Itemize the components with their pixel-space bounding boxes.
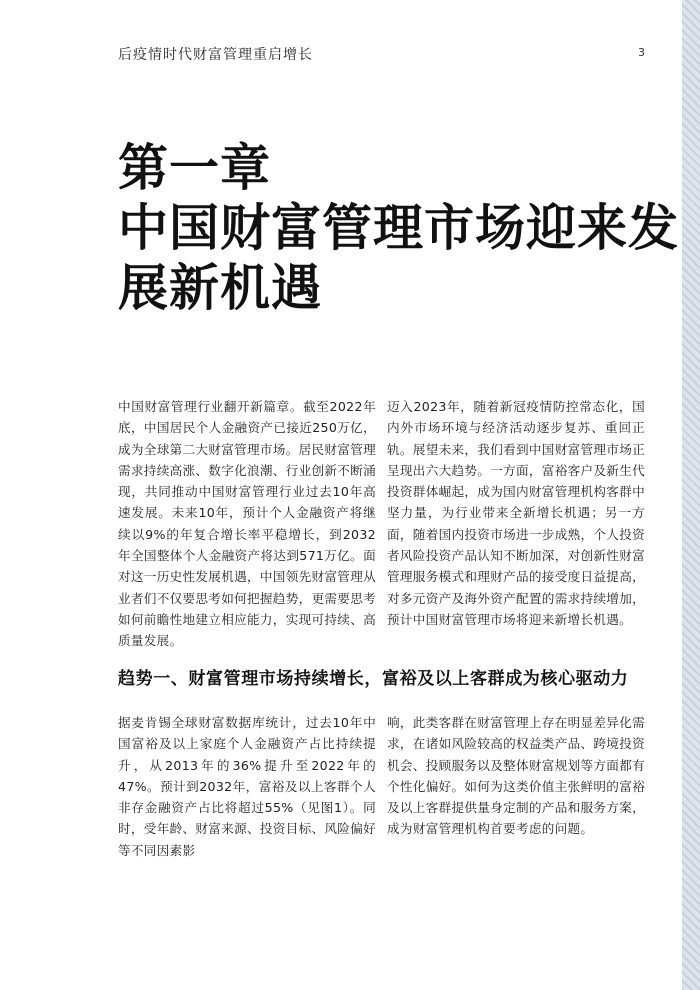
- chapter-title: [118, 138, 679, 318]
- intro-left-paragraph: 中国财富管理行业翻开新篇章。截至2022年底，中国居民个人金融资产已接近250万亿，成为全球第二大财富管理市场。居民财富管理需求持续高涨、数字化浪潮、行业创新不断涌现，共同推动中国财富管理行业过去10年高速发展。未来10年，预计个人金融资产将继续以9%的年复合增长率平稳增长，到2032年全国整体个人金融资产将达到571万亿。面对这一历史性发展机遇，中国领先财富管理从业者们不仅要思考如何把握趋势，更需要思考如何前瞻性地建立相应能力，实现可持续、高质量发展。: [118, 399, 376, 649]
- section-heading-trend-1: 趋势一、财富管理市场持续增长，富裕及以上客群成为核心驱动力: [118, 669, 629, 689]
- trend1-left-paragraph: 据麦肯锡全球财富数据库统计，过去10年中国富裕及以上家庭个人金融资产占比持续提升，从2013年的36%提升至2022年的47%。预计到2032年，富裕及以上客群个人非存金融资产占比将超过55%（见图1）。同时，受年龄、财富来源、投资目标、风险偏好等不同因素影: [118, 715, 376, 858]
- running-header-title: 后疫情时代财富管理重启增长: [118, 47, 313, 63]
- intro-right-paragraph: 迈入2023年，随着新冠疫情防控常态化，国内外市场环境与经济活动逐步复苏、重回正轨。展望未来，我们看到中国财富管理市场正呈现出六大趋势。一方面，富裕客户及新生代投资群体崛起，成为国内财富管理机构客群中坚力量，为行业带来全新增长机遇；另一方面，随着国内投资市场进一步成熟，个人投资者风险投资产品认知不断加深，对创新性财富管理服务模式和理财产品的接受度日益提高，对多元资产及海外资产配置的需求持续增加，预计中国财富管理市场将迎来新增长机遇。: [387, 399, 645, 627]
- chapter-title-line-2: 展新机遇: [118, 258, 322, 317]
- page-edge-decoration: [682, 0, 700, 990]
- trend1-right-paragraph: 响，此类客群在财富管理上存在明显差异化需求，在诸如风险较高的权益类产品、跨境投资机会、投顾服务以及整体财富规划等方面都有个性化偏好。如何为这类价值主张鲜明的富裕及以上客群提供量身定制的产品和服务方案，成为财富管理机构首要考虑的问题。: [387, 715, 645, 837]
- chapter-number: 第一章: [118, 138, 271, 197]
- page-number: 3: [638, 46, 645, 59]
- chapter-title-line-1: 中国财富管理市场迎来发: [118, 198, 679, 257]
